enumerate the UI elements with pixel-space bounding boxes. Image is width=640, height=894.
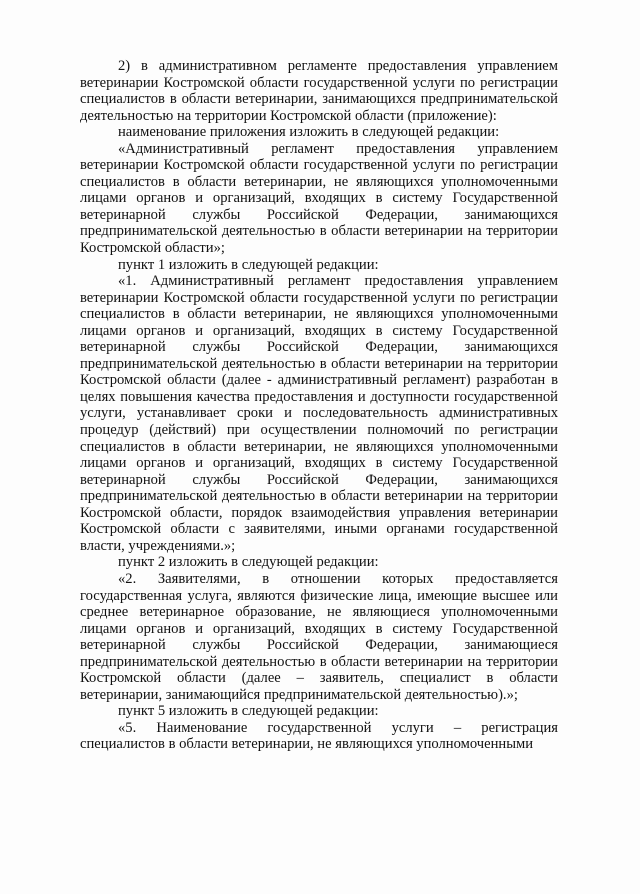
paragraph-point-1-instruction: пункт 1 изложить в следующей редакции:	[118, 256, 379, 273]
paragraph-point-5-text: «5. Наименование государственной услуги – регистрация специалистов в области ветеринарии, не являющихся уполномоченными	[80, 719, 558, 753]
paragraph-point-2-instruction: пункт 2 изложить в следующей редакции:	[118, 554, 379, 571]
paragraph-point-2-text: «2. Заявителями, в отношении которых предоставляется государственная услуга, являются физические лица, имеющие высшее или среднее ветеринарное образование, не являющиеся уполномоченными лицами органов и организаций, входящих в систему Государственной ветеринарной службы Российской Федерации, занимающиеся предпринимательской деятельностью в области ветеринарии на территории Костромской области (далее – заявитель, специалист в области ветеринарии, занимающийся предпринимательской деятельностью).»;	[80, 570, 558, 703]
document-body	[80, 58, 558, 753]
paragraph-new-title: «Административный регламент предоставления управлением ветеринарии Костромской области государственной услуги по регистрации специалистов в области ветеринарии, не являющихся уполномоченными лицами органов и организаций, входящих в систему Государственной ветеринарной службы Российской Федерации, занимающихся предпринимательской деятельностью в области ветеринарии на территории Костромской области»;	[80, 140, 558, 257]
paragraph-point-1-text: «1. Административный регламент предоставления управлением ветеринарии Костромской области государственной услуги по регистрации специалистов в области ветеринарии, не являющихся уполномоченными лицами органов и организаций, входящих в систему Государственной ветеринарной службы Российской Федерации, занимающихся предпринимательской деятельностью в области ветеринарии на территории Костромской области (далее - административный регламент) разработан в целях повышения качества предоставления и доступности государственной услуги, устанавливает сроки и последовательность административных процедур (действий) при осуществлении полномочий по регистрации специалистов в области ветеринарии, не являющихся уполномоченными лицами органов и организаций, входящих в систему Государственной ветеринарной службы Российской Федерации, занимающихся предпринимательской деятельностью в области ветеринарии на территории Костромской области, порядок взаимодействия управления ветеринарии Костромской области с заявителями, иными органами государственной власти, учреждениями.»;	[80, 273, 558, 554]
paragraph-point-5-instruction: пункт 5 изложить в следующей редакции:	[118, 703, 379, 720]
paragraph-title-instruction: наименование приложения изложить в следующей редакции:	[118, 124, 500, 141]
paragraph-item-2-amendment: 2) в административном регламенте предоставления управлением ветеринарии Костромской области государственной услуги по регистрации специалистов в области ветеринарии, занимающихся предпринимательской деятельностью на территории Костромской области (приложение):	[80, 58, 558, 124]
